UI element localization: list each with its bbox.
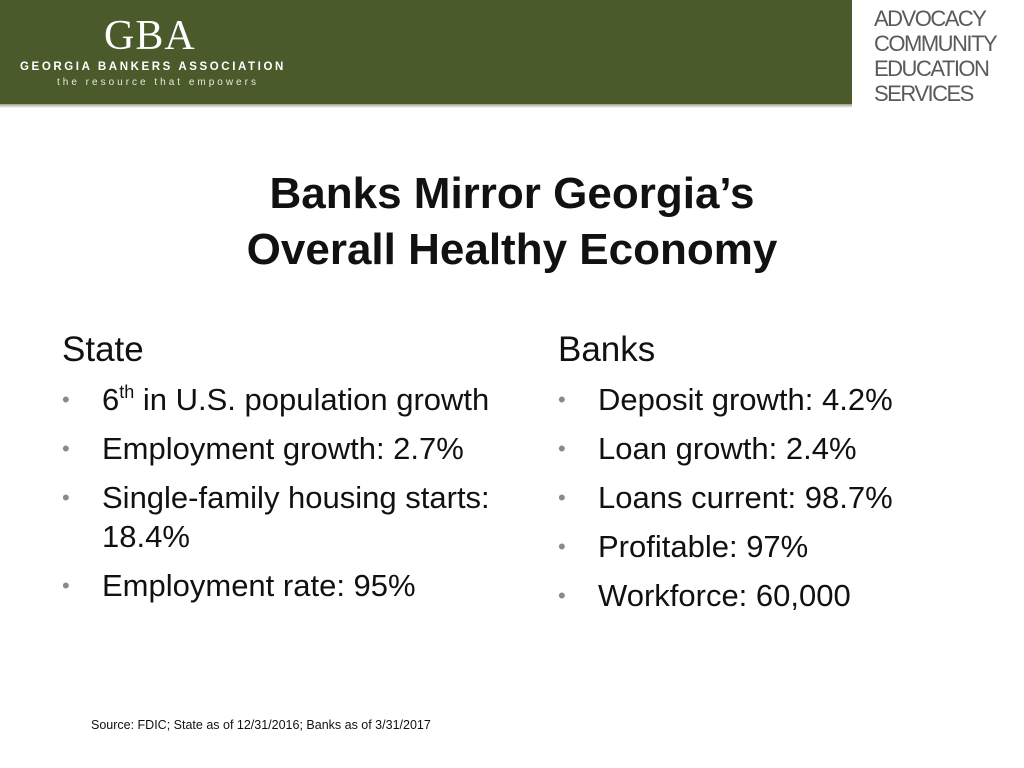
list-item [558, 576, 988, 615]
banks-column [558, 328, 988, 625]
pillar-advocacy: ADVOCACY [874, 6, 986, 31]
state-list [62, 380, 512, 605]
pillar-services: SERVICES [874, 81, 973, 106]
header-band [0, 0, 852, 104]
bullet-icon: • [62, 485, 70, 510]
bullet-icon: • [558, 583, 566, 608]
item-prefix: 6 [102, 382, 120, 417]
bullet-icon: • [558, 534, 566, 559]
item-text: Deposit growth: 4.2% [598, 382, 893, 417]
item-text: Employment growth: 2.7% [102, 431, 464, 466]
list-item [62, 478, 512, 556]
pillar-education: EDUCATION [874, 56, 989, 81]
item-text: Workforce: 60,000 [598, 578, 851, 613]
list-item [558, 527, 988, 566]
list-item [62, 380, 512, 419]
bullet-icon: • [62, 573, 70, 598]
item-text: Employment rate: 95% [102, 568, 416, 603]
item-text: in U.S. population growth [134, 382, 490, 417]
title-line-2: Overall Healthy Economy [246, 225, 778, 274]
bullet-icon: • [62, 436, 70, 461]
state-column [62, 328, 512, 615]
banks-heading: Banks [558, 330, 656, 369]
item-text: Loans current: 98.7% [598, 480, 893, 515]
item-superscript: th [119, 382, 135, 402]
list-item [62, 566, 512, 605]
org-tagline: the resource that empowers [57, 77, 259, 88]
org-name: GEORGIA BANKERS ASSOCIATION [20, 61, 286, 73]
list-item [558, 478, 988, 517]
bullet-icon: • [558, 485, 566, 510]
item-text: Loan growth: 2.4% [598, 431, 857, 466]
bullet-icon: • [558, 436, 566, 461]
pillars-list [874, 6, 996, 106]
item-text: Single-family housing starts: 18.4% [102, 480, 490, 554]
item-text: Profitable: 97% [598, 529, 809, 564]
title-line-1: Banks Mirror Georgia’s [269, 169, 755, 218]
list-item [62, 429, 512, 468]
pillar-community: COMMUNITY [874, 31, 997, 56]
bullet-icon: • [62, 387, 70, 412]
list-item [558, 429, 988, 468]
gba-logo: GBA [104, 13, 196, 59]
source-note: Source: FDIC; State as of 12/31/2016; Banks as of 3/31/2017 [91, 718, 431, 732]
bullet-icon: • [558, 387, 566, 412]
slide-title [0, 166, 1024, 278]
banks-list [558, 380, 988, 615]
list-item [558, 380, 988, 419]
state-heading: State [62, 330, 144, 369]
